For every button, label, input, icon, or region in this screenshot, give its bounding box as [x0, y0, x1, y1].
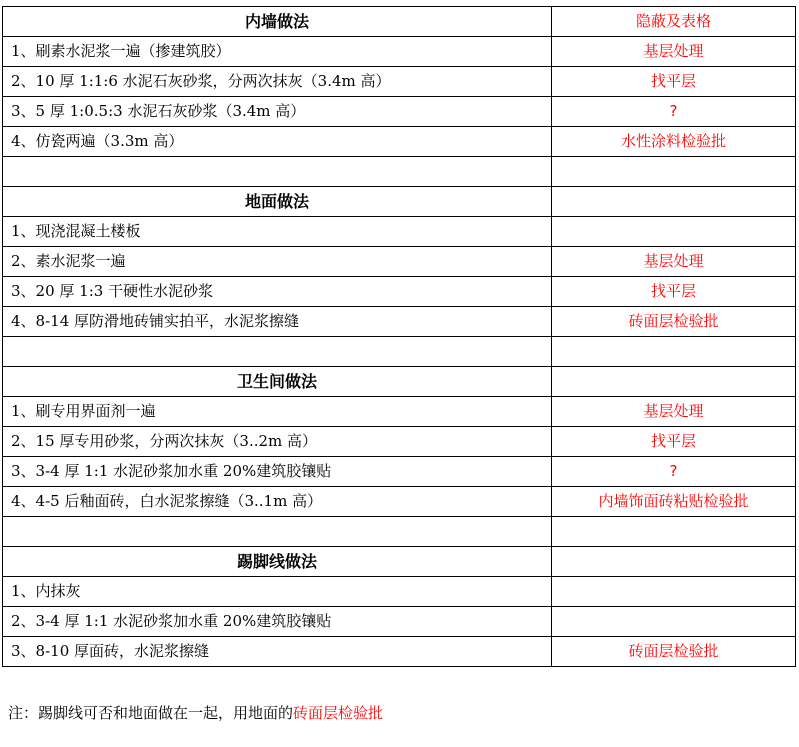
- empty-cell: [3, 337, 552, 367]
- section-title: 内墙做法: [3, 7, 552, 37]
- footnote-text: 注：踢脚线可否和地面做在一起，用地面的: [8, 704, 294, 722]
- step-remark: 找平层: [552, 277, 796, 307]
- step-text: 1、现浇混凝土楼板: [3, 217, 552, 247]
- footnote: [8, 703, 383, 723]
- empty-cell: [3, 157, 552, 187]
- empty-cell: [552, 337, 796, 367]
- step-remark: ?: [552, 457, 796, 487]
- table-row: [3, 277, 796, 307]
- step-remark: [552, 217, 796, 247]
- step-remark: [552, 607, 796, 637]
- step-remark: [552, 577, 796, 607]
- step-text: 2、15 厚专用砂浆，分两次抹灰（3..2m 高）: [3, 427, 552, 457]
- step-remark: ?: [552, 97, 796, 127]
- step-remark: 基层处理: [552, 37, 796, 67]
- table-row: [3, 487, 796, 517]
- table-row: [3, 427, 796, 457]
- empty-cell: [552, 157, 796, 187]
- spacer-row: [3, 157, 796, 187]
- table-row: [3, 247, 796, 277]
- step-remark: 砖面层检验批: [552, 637, 796, 667]
- table-row: [3, 457, 796, 487]
- empty-cell: [3, 517, 552, 547]
- step-text: 3、5 厚 1:0.5:3 水泥石灰砂浆（3.4m 高）: [3, 97, 552, 127]
- table-row: [3, 307, 796, 337]
- step-text: 2、10 厚 1:1:6 水泥石灰砂浆，分两次抹灰（3.4m 高）: [3, 67, 552, 97]
- section-remark: [552, 367, 796, 397]
- step-text: 3、3-4 厚 1:1 水泥砂浆加水重 20%建筑胶镶贴: [3, 457, 552, 487]
- section-title: 踢脚线做法: [3, 547, 552, 577]
- table-row: [3, 37, 796, 67]
- step-text: 3、8-10 厚面砖，水泥浆擦缝: [3, 637, 552, 667]
- section-title: 地面做法: [3, 187, 552, 217]
- spacer-row: [3, 517, 796, 547]
- step-text: 3、20 厚 1:3 干硬性水泥砂浆: [3, 277, 552, 307]
- step-text: 1、内抹灰: [3, 577, 552, 607]
- step-text: 2、素水泥浆一遍: [3, 247, 552, 277]
- step-remark: 砖面层检验批: [552, 307, 796, 337]
- section-title: 卫生间做法: [3, 367, 552, 397]
- table-row: [3, 67, 796, 97]
- step-remark: 基层处理: [552, 247, 796, 277]
- step-text: 2、3-4 厚 1:1 水泥砂浆加水重 20%建筑胶镶贴: [3, 607, 552, 637]
- table-row: [3, 127, 796, 157]
- spacer-row: [3, 337, 796, 367]
- section-remark: [552, 187, 796, 217]
- step-text: 4、8-14 厚防滑地砖铺实拍平，水泥浆擦缝: [3, 307, 552, 337]
- table-row: [3, 637, 796, 667]
- step-remark: 基层处理: [552, 397, 796, 427]
- footnote-highlight: 砖面层检验批: [293, 704, 384, 722]
- step-remark: 内墙饰面砖粘贴检验批: [552, 487, 796, 517]
- step-remark: 水性涂料检验批: [552, 127, 796, 157]
- section-remark: [552, 547, 796, 577]
- section-remark: 隐蔽及表格: [552, 7, 796, 37]
- step-remark: 找平层: [552, 67, 796, 97]
- section-header-skirting: [3, 547, 796, 577]
- step-text: 4、仿瓷两遍（3.3m 高）: [3, 127, 552, 157]
- section-header-bathroom: [3, 367, 796, 397]
- table-row: [3, 217, 796, 247]
- table-row: [3, 397, 796, 427]
- section-header-floor: [3, 187, 796, 217]
- step-text: 1、刷专用界面剂一遍: [3, 397, 552, 427]
- step-remark: 找平层: [552, 427, 796, 457]
- table-row: [3, 607, 796, 637]
- construction-method-table: [2, 6, 796, 667]
- section-header-interior-wall: [3, 7, 796, 37]
- step-text: 1、刷素水泥浆一遍（掺建筑胶）: [3, 37, 552, 67]
- table-row: [3, 97, 796, 127]
- empty-cell: [552, 517, 796, 547]
- step-text: 4、4-5 后釉面砖，白水泥浆擦缝（3..1m 高）: [3, 487, 552, 517]
- table-row: [3, 577, 796, 607]
